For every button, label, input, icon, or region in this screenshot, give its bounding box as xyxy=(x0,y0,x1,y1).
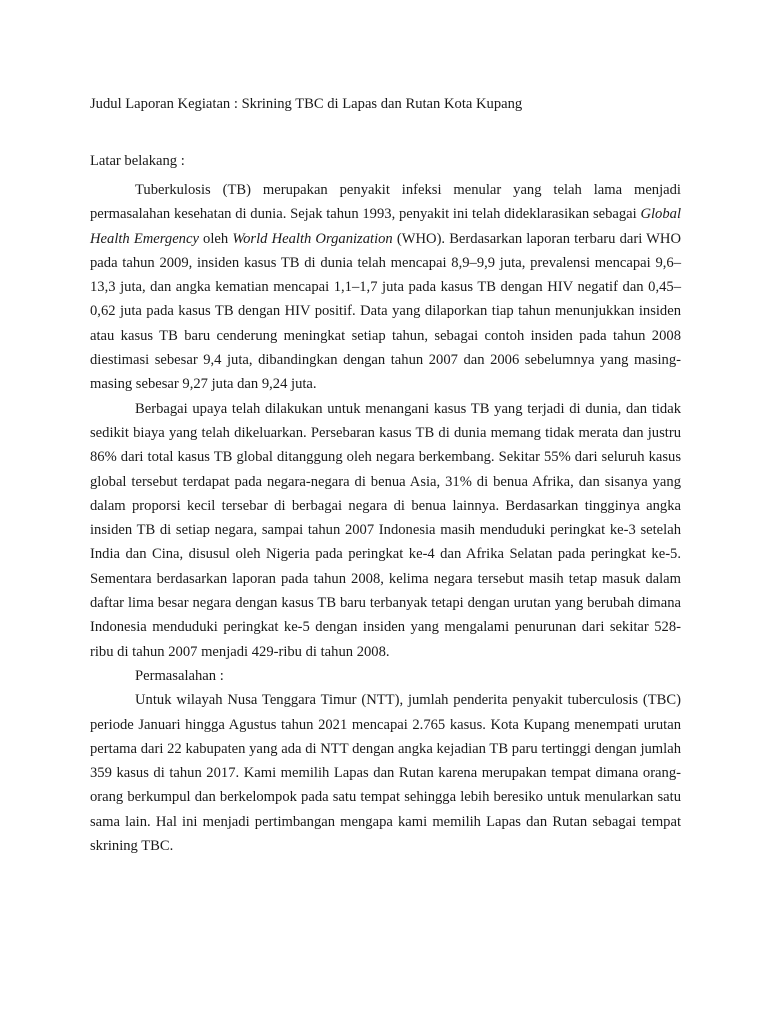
report-title: Judul Laporan Kegiatan : Skrining TBC di Lapas dan Rutan Kota Kupang xyxy=(90,96,523,112)
paragraph-1-italic-2: World Health Organization xyxy=(232,230,393,247)
paragraph-1-part-2: oleh xyxy=(198,230,233,247)
problem-heading: Permasalahan : xyxy=(135,667,224,684)
paragraph-1 xyxy=(90,178,681,397)
paragraph-3: Untuk wilayah Nusa Tenggara Timur (NTT), jumlah penderita penyakit tuberculosis (TBC) periode Januari hingga Agustus tahun 2021 mencapai 2.765 kasus. Kota Kupang menempati urutan pertama dari 22 kabupaten yang ada di NTT dengan angka kejadian TB paru tertinggi dengan jumlah 359 kasus di tahun 2017. Kami memilih Lapas dan Rutan karena merupakan tempat dimana orang-orang berkumpul dan berkelompok pada satu tempat sehingga lebih beresiko untuk menularkan satu sama lain. Hal ini menjadi pertimbangan mengapa kami memilih Lapas dan Rutan sebagai tempat skrining TBC. xyxy=(90,692,681,855)
spacer xyxy=(90,116,681,149)
paragraph-1-part-3: (WHO). Berdasarkan laporan terbaru dari WHO pada tahun 2009, insiden kasus TB di dunia telah mencapai 8,9–9,9 juta, prevalensi mencapai 9,6–13,3 juta, dan angka kematian mencapai 1,1–1,7 juta pada kasus TB dengan HIV negatif dan 0,45–0,62 juta pada kasus TB dengan HIV positif. Data yang dilaporkan tiap tahun menunjukkan insiden atau kasus TB baru cenderung meningkat setiap tahun, sebagai contoh insiden pada tahun 2008 diestimasi sebesar 9,4 juta, dibandingkan dengan tahun 2007 dan 2006 sebelumnya yang masing-masing sebesar 9,27 juta dan 9,24 juta. xyxy=(90,230,681,393)
paragraph-1-italic-1: Global Health Emergency xyxy=(90,206,681,247)
paragraph-2: Berbagai upaya telah dilakukan untuk menangani kasus TB yang terjadi di dunia, dan tidak sedikit biaya yang telah dikeluarkan. Persebaran kasus TB di dunia memang tidak merata dan justru 86% dari total kasus TB global ditanggung oleh negara berkembang. Sekitar 55% dari seluruh kasus global tersebut terdapat pada negara-negara di benua Asia, 31% di benua Afrika, dan sisanya yang dalam proporsi kecil tersebar di berbagai negara di benua lainnya. Berdasarkan tingginya angka insiden TB di setiap negara, sampai tahun 2007 Indonesia masih menduduki peringkat ke-3 setelah India dan Cina, disusul oleh Nigeria pada peringkat ke-4 dan Afrika Selatan pada peringkat ke-5. Sementara berdasarkan laporan pada tahun 2008, kelima negara tersebut masih tetap masuk dalam daftar lima besar negara dengan kasus TB baru terbanyak tetapi dengan urutan yang berubah dimana Indonesia menduduki peringkat ke-5 dengan insiden yang mengalami penurunan dari sekitar 528-ribu di tahun 2007 menjadi 429-ribu di tahun 2008. xyxy=(90,400,681,660)
background-heading: Latar belakang : xyxy=(90,153,185,169)
paragraph-1-part-1: Tuberkulosis (TB) merupakan penyakit infeksi menular yang telah lama menjadi permasalahan kesehatan di dunia. Sejak tahun 1993, penyakit ini telah dideklarasikan sebagai xyxy=(90,182,681,223)
